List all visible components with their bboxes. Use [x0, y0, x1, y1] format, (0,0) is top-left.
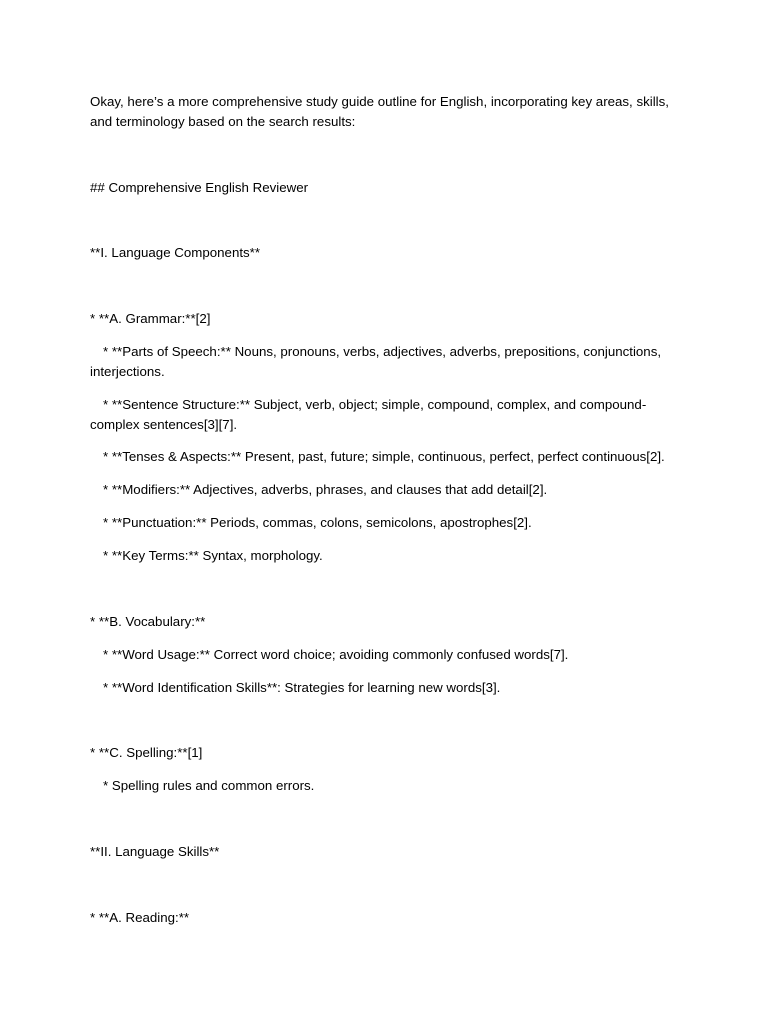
- subsection-spelling: * **C. Spelling:**[1]: [90, 745, 203, 760]
- subsection-grammar: * **A. Grammar:**[2]: [90, 311, 211, 326]
- subsection-vocabulary: * **B. Vocabulary:**: [90, 614, 206, 629]
- spelling-item-rules: * Spelling rules and common errors.: [103, 778, 315, 793]
- section-heading-language-components: **I. Language Components**: [90, 245, 261, 260]
- main-heading: ## Comprehensive English Reviewer: [90, 180, 309, 195]
- grammar-item-punctuation: * **Punctuation:** Periods, commas, colons, semicolons, apostrophes[2].: [103, 515, 532, 530]
- section-heading-language-skills: **II. Language Skills**: [90, 844, 220, 859]
- grammar-item-key-terms: * **Key Terms:** Syntax, morphology.: [103, 548, 323, 563]
- vocabulary-item-word-usage: * **Word Usage:** Correct word choice; avoiding commonly confused words[7].: [103, 647, 569, 662]
- grammar-item-parts-of-speech: * **Parts of Speech:** Nouns, pronouns, verbs, adjectives, adverbs, prepositions, conjunctions, interjections.: [90, 344, 662, 379]
- grammar-item-tenses: * **Tenses & Aspects:** Present, past, future; simple, continuous, perfect, perfect continuous[2].: [103, 449, 665, 464]
- grammar-item-modifiers: * **Modifiers:** Adjectives, adverbs, phrases, and clauses that add detail[2].: [103, 482, 548, 497]
- intro-paragraph: Okay, here’s a more comprehensive study guide outline for English, incorporating key areas, skills, and terminology based on the search results:: [90, 94, 669, 129]
- subsection-reading: * **A. Reading:**: [90, 910, 190, 925]
- grammar-item-sentence-structure: * **Sentence Structure:** Subject, verb, object; simple, compound, complex, and compound-complex sentences[3][7].: [90, 397, 647, 432]
- vocabulary-item-word-identification: * **Word Identification Skills**: Strategies for learning new words[3].: [103, 680, 501, 695]
